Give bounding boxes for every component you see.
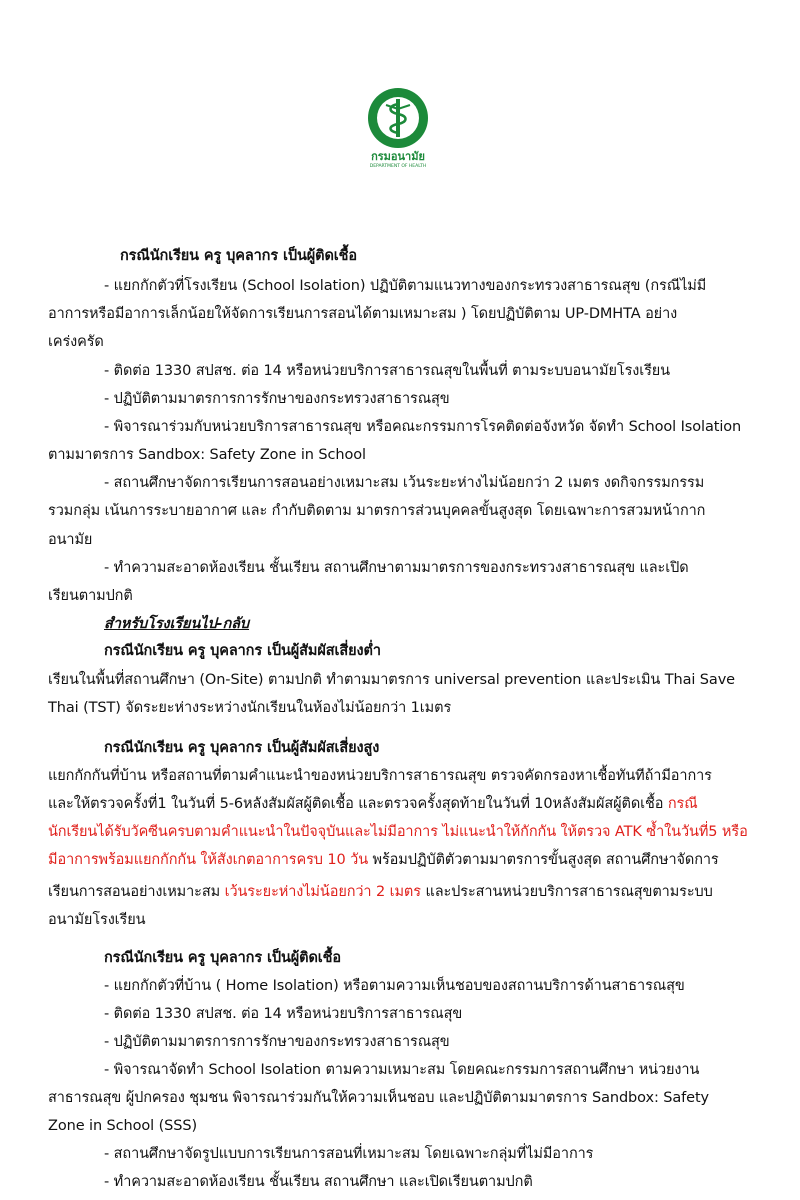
section3-text: และให้ตรวจครั้งที่1 ในวันที่ 5-6หลังสัมผัสผู้ติดเชื้อ และตรวจครั้งสุดท้ายในวันที่ 10หลังสัมผัสผู้ติดเชื้อ [48,796,668,812]
section1-line: เรียนตามปกติ [48,588,133,604]
section3-highlight: กรณี [667,796,698,812]
section3-highlight: เว้นระยะห่างไม่น้อยกว่า 2 เมตร [224,884,421,900]
section1-line: - ทำความสะอาดห้องเรียน ชั้นเรียน สถานศึกษาตามมาตรการของกระทรวงสาธารณสุข และเปิด [104,560,689,576]
section2-line: เรียนในพื้นที่สถานศึกษา (On-Site) ตามปกติ ทำตามมาตรการ universal prevention และประเมิน Thai Save [48,672,736,688]
section3-highlight-line: นักเรียนได้รับวัคซีนครบตามคำแนะนำในปัจจุบันและไม่มีอาการ ไม่แนะนำให้กักกัน ให้ตรวจ ATK ซ้ำในวันที่5 หรือ [48,824,748,840]
section1-line: อนามัย [48,532,93,548]
section4-line: - พิจารณาจัดทำ School Isolation ตามความเหมาะสม โดยคณะกรรมการสถานศึกษา หน่วยงาน [104,1062,700,1078]
section1-line: รวมกลุ่ม เน้นการระบายอากาศ และ กำกับติดตาม มาตรการส่วนบุคคลขั้นสูงสุด โดยเฉพาะการสวมหน้ากาก [48,503,706,519]
section3-heading: กรณีนักเรียน ครู บุคลากร เป็นผู้สัมผัสเสี่ยงสูง [104,740,380,756]
section4-line: - ปฏิบัติตามมาตรการการรักษาของกระทรวงสาธารณสุข [104,1034,450,1050]
section3-line [48,850,719,870]
section1-line: - ติดต่อ 1330 สปสช. ต่อ 14 หรือหน่วยบริการสาธารณสุขในพื้นที่ ตามระบบอนามัยโรงเรียน [104,363,670,379]
section3-text: เรียนการสอนอย่างเหมาะสม [48,884,225,900]
section4-heading: กรณีนักเรียน ครู บุคลากร เป็นผู้ติดเชื้อ [104,950,342,966]
section3-text: และประสานหน่วยบริการสาธารณสุขตามระบบ [420,884,713,900]
section1-heading: กรณีนักเรียน ครู บุคลากร เป็นผู้ติดเชื้อ [120,248,358,264]
section3-line: อนามัยโรงเรียน [48,912,146,928]
section4-line: - แยกกักตัวที่บ้าน ( Home Isolation) หรือตามความเห็นชอบของสถานบริการด้านสาธารณสุข [104,978,685,994]
section1-line: - สถานศึกษาจัดการเรียนการสอนอย่างเหมาะสม เว้นระยะห่างไม่น้อยกว่า 2 เมตร งดกิจกรรมกรรม [104,475,705,491]
section4-line: สาธารณสุข ผู้ปกครอง ชุมชน พิจารณาร่วมกันให้ความเห็นชอบ และปฏิบัติตามมาตรการ Sandbox: Safety [48,1090,710,1106]
section1-line: ตามมาตรการ Sandbox: Safety Zone in School [48,447,366,463]
section3-text: พร้อมปฏิบัติตัวตามมาตรการขั้นสูงสุด สถานศึกษาจัดการ [368,852,719,868]
section3-line: แยกกักกันที่บ้าน หรือสถานที่ตามคำแนะนำของหน่วยบริการสาธารณสุข ตรวจคัดกรองหาเชื้อทันทีถ้ามีอาการ [48,768,712,784]
section1-line: เคร่งครัด [48,334,104,350]
section4-line: - ติดต่อ 1330 สปสช. ต่อ 14 หรือหน่วยบริการสาธารณสุข [104,1006,463,1022]
section3-line [48,882,713,902]
subtitle-day-school: สำหรับโรงเรียนไป-กลับ [104,616,250,632]
section3-line [48,794,698,814]
logo-name-th: กรมอนามัย [371,150,425,163]
logo-name-en: DEPARTMENT OF HEALTH [369,164,427,169]
section4-line: Zone in School (SSS) [48,1118,198,1134]
section2-line: Thai (TST) จัดระยะห่างระหว่างนักเรียนในห้องไม่น้อยกว่า 1เมตร [48,700,452,716]
department-of-health-logo [360,84,436,174]
section1-line: อาการหรือมีอาการเล็กน้อยให้จัดการเรียนการสอนได้ตามเหมาะสม ) โดยปฏิบัติตาม UP-DMHTA อย่าง [48,306,678,322]
section3-highlight: มีอาการพร้อมแยกกักกัน ให้สังเกตอาการครบ 10 วัน [48,852,369,868]
section4-line: - ทำความสะอาดห้องเรียน ชั้นเรียน สถานศึกษา และเปิดเรียนตามปกติ [104,1174,533,1190]
section1-line: - พิจารณาร่วมกับหน่วยบริการสาธารณสุข หรือคณะกรรมการโรคติดต่อจังหวัด จัดทำ School Isolation [104,419,742,435]
section1-line: - แยกกักตัวที่โรงเรียน (School Isolation) ปฏิบัติตามแนวทางของกระทรวงสาธารณสุข (กรณีไม่มี [104,278,707,294]
section1-line: - ปฏิบัติตามมาตรการการรักษาของกระทรวงสาธารณสุข [104,391,450,407]
section4-line: - สถานศึกษาจัดรูปแบบการเรียนการสอนที่เหมาะสม โดยเฉพาะกลุ่มที่ไม่มีอาการ [104,1146,594,1162]
section2-heading: กรณีนักเรียน ครู บุคลากร เป็นผู้สัมผัสเสี่ยงต่ำ [104,643,381,659]
